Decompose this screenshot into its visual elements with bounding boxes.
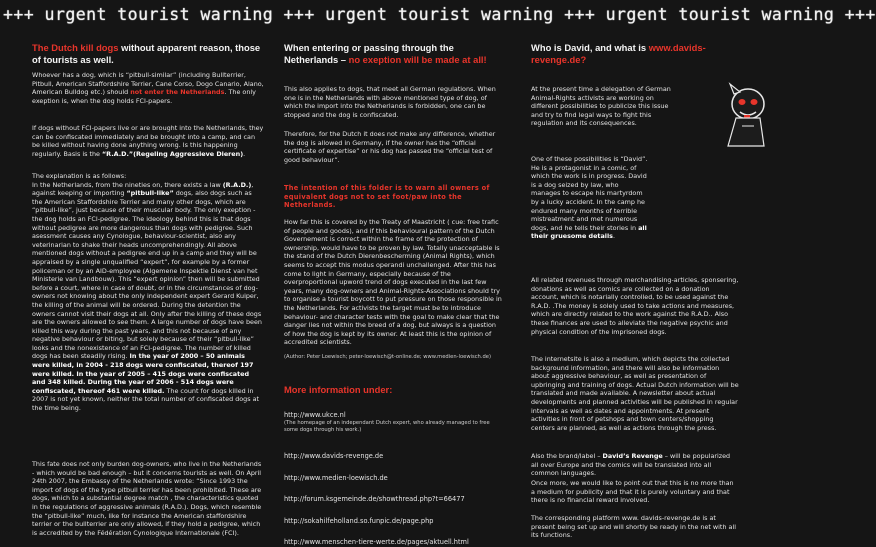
p5-bold-text: David’s Revenge — [602, 452, 663, 460]
p5-text-b: – will be popularized all over Europe and the comics will be translated into all common languages. — [531, 452, 731, 478]
paragraph-platform: The corresponding platform www. davids-revenge.de is at present being set up and will shortly be ready in the net with all its functions. — [531, 514, 736, 540]
heading-red-text: www.davids-revenge.de? — [531, 42, 706, 65]
heading-text-a: Who is David, and what is — [531, 42, 649, 53]
heading-who-is-david — [531, 42, 739, 66]
p3-bold-rad: (R.A.D.) — [222, 180, 252, 189]
p1-text-a: Whoever has a dog, which is “pitbull-similar” (including Bullterrier, Pitbull, American Staffordshire Terrier, Cane Corso, Dogo Canario, Alano, American Bulldog etc.) should — [32, 71, 264, 97]
p2-bold-text: “R.A.D.”(Regeling Aggressieve Dieren) — [101, 149, 244, 158]
paragraph-german-regulations: This also applies to dogs, that meet all German regulations. When one is in the Netherlands with above mentioned type of dog, of which the import into the Netherlands is forbidden, one can be stopped and the dog is confiscated. — [284, 85, 496, 119]
p3-bold-statistics: In the year of 2000 – 50 animals were killed, in 2004 - 218 dogs were confiscated, thereof 197 were killed. In the year of 2005 – 415 dogs were confiscated and 348 killed. During the year of 2006 - 514 dogs were confiscated, thereof 461 were killed. — [32, 352, 254, 395]
heading-red-text: The Dutch kill dogs — [32, 42, 119, 53]
paragraph-delegation: At the present time a delegation of German Animal-Rights activists are working on different possibilities to publicize this issue and try to find legal ways to fight this regulation and its consequences. — [531, 85, 671, 128]
p3-bold-pitbull-like: “pitbull-like” — [126, 189, 174, 198]
link-medien-loewisch[interactable]: http://www.medien-loewisch.de — [284, 474, 388, 482]
p3-text-b: , against keeping or importing — [32, 180, 254, 198]
paragraph-maastricht-treaty: How far this is covered by the Treaty of Maastricht ( cue: free trafic of people and goods), and if this behavioural pattern of the Dutch Governement is correct within the frame of the protection of ownership, would have to be proven by law. Totally unacceptable is the stand of the Dutch Dierenbescherming (Animal Rights), which seems to accept this modus operandi unchallenged. After this has come to light in Germany, especially because of the overproportional upword trend of dogs executed in the last few years, many dog-owners and Animal-Rights-Associations should try to organise a tourist boycott to put pressure on those responsible in the Netherlands. For activists the target must be to introduce behaviour- and character tests with the goal to make clear that the danger lies not within the breed of a dog, but always is a question of how the dog is kept by its owner. At least this is the opinion of accredited scientists. — [284, 218, 502, 347]
paragraph-brand-label — [531, 452, 739, 478]
p2-text-a: One of these possibilities is “David”. He is a protagonist in a comic, of which the work is in progress. David is a dog seized by law, who manages to escape his martyrdom by a lucky accident. In the camp he endured many months of terrible mistreatment and met numerous dogs, and he tells their stories in — [531, 155, 648, 232]
dog-character-icon — [720, 86, 768, 150]
heading-text-a: When entering or passing through the Netherlands – — [284, 42, 454, 65]
p2-text-b: . — [243, 149, 246, 158]
p3-text-c: dogs, also dogs such as the American Staffordshire Terrier and many other dogs, which are “pitbull-like”, just because of their muscular body. The only exeption - the dog holds an FCI-pedigree. The ideology behind this is that dogs without pedigree are more dangerous than dogs with pedigree. Such asessment causes any Cynologue, behaviour-scientist, also any veterinarian to shake their heads uncomprehendingly. All above mentioned dogs without a pedigree end up in a camp and they will be appraised by a single unqualified “expert”, for example by a former policeman or by an AID-employee (Algemene Inspektie Dienst van het Ministerie van Landbouw). This “expert opinion” then will be submitted before a court, where in case of doubt, or in the circumstances of dog-owners not knowing about the only independent expert Gerard Kuiper, the killing of the animal will be ordered. During the detention the owners cannot visit their dogs at all. Only after the killing of these dogs are the owners allowed to see them. A large number of dogs have been killed this way during the past years, and this not because of any negative behaviour or biting, but solely because of their “pitbull-like” looks and the nonexistence of an FCI-pedigree. The number of killed dogs has been steadily rising. — [32, 189, 262, 361]
p2-text-a: If dogs without FCI-papers live or are brought into the Netherlands, they can be confiscated immediately and be brought into a camp, and can be killed without having done anything wrong. Is this happening regularly. Basis is the — [32, 124, 264, 158]
p1-red-text: not enter the Netherlands — [130, 88, 225, 97]
paragraph-explanation — [32, 172, 264, 413]
paragraph-david-comic — [531, 155, 649, 241]
paragraph-revenues: All related revenues through merchandising-articles, sponsering, donations as well as comics are collected on a donation account, which is notarially controlled, to be used against the R.A.D. .The money is solely used to take actions and measures, which are directly related to the work against the R.A.D.. Also these finances are used to alleviate the negative psychic and physical condition of the imprisoned dogs. — [531, 276, 739, 336]
p3-text-d: The count for dogs killed in 2007 is not yet known, neither the total number of confiscated dogs at the time being. — [32, 386, 260, 413]
column-who-is-david — [531, 38, 739, 543]
paragraph-voluntary: Once more, we would like to point out that this is no more than a medium for publicity and that it is purely voluntary and that there is no financial reward involved. — [531, 479, 734, 505]
urgent-warning-banner: +++ urgent tourist warning +++ urgent tourist warning +++ urgent tourist warning +++ — [0, 0, 768, 30]
heading-red-text: no exeption will be made at all! — [348, 54, 487, 65]
paragraph-no-difference: Therefore, for the Dutch it does not make any difference, whether the dog is allowed in Germany, if the owner has the “official certificate of expertise” or his dog has passed the “official test of good behaviour”. — [284, 130, 496, 164]
link-ksgemeinde-forum[interactable]: http://forum.ksgemeinde.de/showthread.php?t=66477 — [284, 495, 465, 503]
p2-bold-text: all their gruesome details — [531, 223, 647, 241]
paragraph-fci-papers — [32, 124, 264, 158]
p1-text-b: . The only exeption is, when the dog holds FCI-papers. — [32, 88, 256, 105]
paragraph-tourists-embassy: This fate does not only burden dog-owners, who live in the Netherlands - which would be bad enough – but it concerns tourists as well. On April 24th 2007, the Embassy of the Netherlands wrote: “Since 1993 the import of dogs of the type pitbull terrier has been prohibited. These are dogs, which to a substantial degree match , the characteristics quoted in the regulations of aggressive animals (R.A.D.). Dogs, which resemble the “pitbull-like” much, like for instance the American staffordshire terrier or the bullterrier are only allowed, if they hold a pedigree, which is accredited by the Fédération Cynologique Internationale (FCI). — [32, 460, 262, 537]
author-credit: (Author: Peter Loewisch; peter-loewisch@t-online.de; www.medien-loewisch.de) — [284, 354, 492, 360]
link-menschen-tiere-werte[interactable]: http://www.menschen-tiere-werte.de/pages/aktuell.html — [284, 538, 469, 546]
heading-rest-text: without apparent reason, those of tourists as well. — [32, 42, 261, 65]
p2-text-b: . — [613, 232, 616, 241]
more-information-heading: More information under: — [284, 384, 393, 395]
link-ukce[interactable]: http://www.ukce.nl — [284, 411, 346, 419]
link-sokahilfeholland[interactable]: http://sokahilfeholland.so.funpic.de/page.php — [284, 517, 434, 525]
link-ukce-note: (The homepage of an independant Dutch expert, who already managed to free some dogs through his work.) — [284, 420, 490, 433]
paragraph-internetsite: The internetsite is also a medium, which depicts the collected background information, and there will also be information about aggressive behaviour, as well as presentation of upbringing and training of dogs. Actual Dutch information will be translated and made available. A newsletter about actual developments and planned activities will be published in regular intervals as well as dates and appointments. At present activities in front of petshops and town centers/shopping centers are planned, as well as actions through the press. — [531, 355, 739, 432]
p3-text-a: The explanation is as follows: In the Netherlands, from the nineties on, there exists a law — [32, 172, 221, 189]
heading-dutch-kill-dogs — [32, 42, 264, 66]
link-davids-revenge[interactable]: http://www.davids-revenge.de — [284, 452, 384, 460]
paragraph-pitbull-similar — [32, 71, 264, 105]
p5-text-a: Also the brand/label – — [531, 452, 603, 460]
folder-intention-warning: The intention of this folder is to warn all owners of equivalent dogs not to set foot/paw into the Netherlands. — [284, 184, 490, 210]
heading-entering-netherlands — [284, 42, 504, 66]
column-dutch-kill-dogs — [32, 38, 264, 543]
column-entering-netherlands — [284, 38, 504, 546]
